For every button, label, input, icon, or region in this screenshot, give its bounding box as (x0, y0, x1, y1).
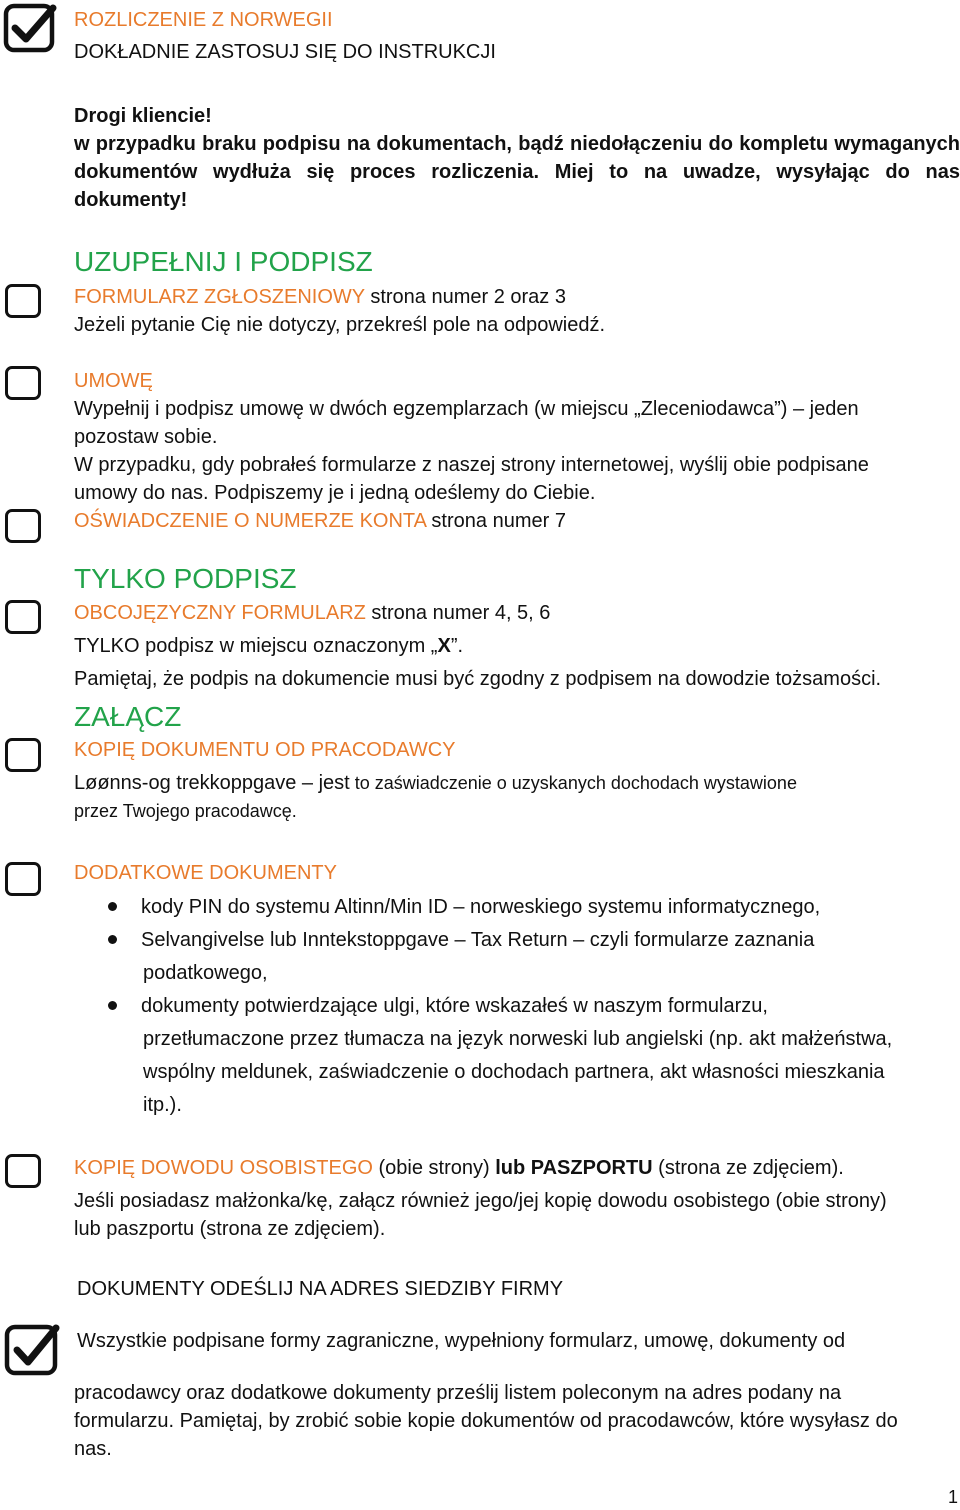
document-title: ROZLICZENIE Z NORWEGII (74, 9, 333, 31)
account-statement-item: OŚWIADCZENIE O NUMERZE KONTA strona numer 7 (74, 510, 566, 532)
intro-paragraph: w przypadku braku podpisu na dokumentach, bądź niedołączeniu do kompletu wymaganych dokumentów wydłuża się proces rozliczenia. Miej to na uwadze, wysyłając do nas dokumenty! (74, 133, 960, 211)
employer-document-line: Løønns-og trekkoppgave – jest to zaświadczenie o uzyskanych dochodach wystawione (74, 772, 797, 794)
registration-form-item: FORMULARZ ZGŁOSZENIOWY strona numer 2 oraz 3 (74, 286, 566, 308)
empty-checkbox-icon[interactable] (5, 862, 41, 896)
document-subtitle: DOKŁADNIE ZASTOSUJ SIĘ DO INSTRUKCJI (74, 41, 496, 63)
empty-checkbox-icon[interactable] (5, 1154, 41, 1188)
section-heading-fill-sign: UZUPEŁNIJ I PODPISZ (74, 246, 373, 277)
send-line: Wszystkie podpisane formy zagraniczne, wypełniony formularz, umowę, dokumenty od (77, 1330, 846, 1352)
contract-line: W przypadku, gdy pobrałeś formularze z naszej strony internetowej, wyślij obie podpisane (74, 454, 869, 476)
id-copy-line: lub paszportu (strona ze zdjęciem). (74, 1218, 386, 1240)
empty-checkbox-icon[interactable] (5, 284, 41, 318)
contract-line: pozostaw sobie. (74, 426, 218, 448)
foreign-form-note: TYLKO podpisz w miejscu oznaczonym „X”. (74, 635, 464, 657)
signature-note: Pamiętaj, że podpis na dokumencie musi być zgodny z podpisem na dowodzie tożsamości. (74, 668, 882, 690)
empty-checkbox-icon[interactable] (5, 600, 41, 634)
foreign-form-item: OBCOJĘZYCZNY FORMULARZ strona numer 4, 5, 6 (74, 602, 551, 624)
checked-box-icon (3, 2, 59, 54)
empty-checkbox-icon[interactable] (5, 738, 41, 772)
empty-checkbox-icon[interactable] (5, 509, 41, 543)
id-copy-line: Jeśli posiadasz małżonka/kę, załącz również jego/jej kopię dowodu osobistego (obie strony) (74, 1190, 887, 1212)
page-number: 1 (947, 1487, 958, 1507)
send-heading: DOKUMENTY ODEŚLIJ NA ADRES SIEDZIBY FIRMY (77, 1278, 564, 1300)
send-line: pracodawcy oraz dodatkowe dokumenty prześlij listem poleconym na adres podany na (74, 1382, 842, 1404)
checked-box-icon (3, 1322, 61, 1378)
contract-line: umowy do nas. Podpiszemy je i jedną odeślemy do Ciebie. (74, 482, 596, 504)
contract-item-title: UMOWĘ (74, 370, 153, 392)
additional-documents-title: DODATKOWE DOKUMENTY (74, 862, 337, 884)
list-item-continuation: itp.). (143, 1094, 182, 1116)
list-item-continuation: wspólny meldunek, zaświadczenie o dochodach partnera, akt własności mieszkania (143, 1061, 885, 1083)
bullet-icon (108, 902, 117, 911)
bullet-icon (108, 1001, 117, 1010)
list-item: dokumenty potwierdzające ulgi, które wskazałeś w naszym formularzu, (141, 995, 768, 1017)
send-line: formularzu. Pamiętaj, by zrobić sobie kopie dokumentów od pracodawców, które wysyłasz do (74, 1410, 898, 1432)
registration-form-note: Jeżeli pytanie Cię nie dotyczy, przekreśl pole na odpowiedź. (74, 314, 606, 336)
bullet-icon (108, 935, 117, 944)
id-copy-item: KOPIĘ DOWODU OSOBISTEGO (obie strony) lub PASZPORTU (strona ze zdjęciem). (74, 1157, 844, 1179)
contract-line: Wypełnij i podpisz umowę w dwóch egzemplarzach (w miejscu „Zleceniodawca”) – jeden (74, 398, 859, 420)
list-item-continuation: przetłumaczone przez tłumacza na język norweski lub angielski (np. akt małżeństwa, (143, 1028, 893, 1050)
section-heading-sign-only: TYLKO PODPISZ (74, 563, 297, 594)
section-heading-attach: ZAŁĄCZ (74, 701, 182, 732)
empty-checkbox-icon[interactable] (5, 366, 41, 400)
list-item: kody PIN do systemu Altinn/Min ID – norweskiego systemu informatycznego, (141, 896, 821, 918)
employer-document-line: przez Twojego pracodawcę. (74, 801, 297, 821)
list-item: Selvangivelse lub Inntekstoppgave – Tax Return – czyli formularze zaznania (141, 929, 815, 951)
employer-document-item-title: KOPIĘ DOKUMENTU OD PRACODAWCY (74, 739, 456, 761)
greeting: Drogi kliencie! (74, 105, 212, 127)
list-item-continuation: podatkowego, (143, 962, 268, 984)
send-line: nas. (74, 1438, 112, 1460)
